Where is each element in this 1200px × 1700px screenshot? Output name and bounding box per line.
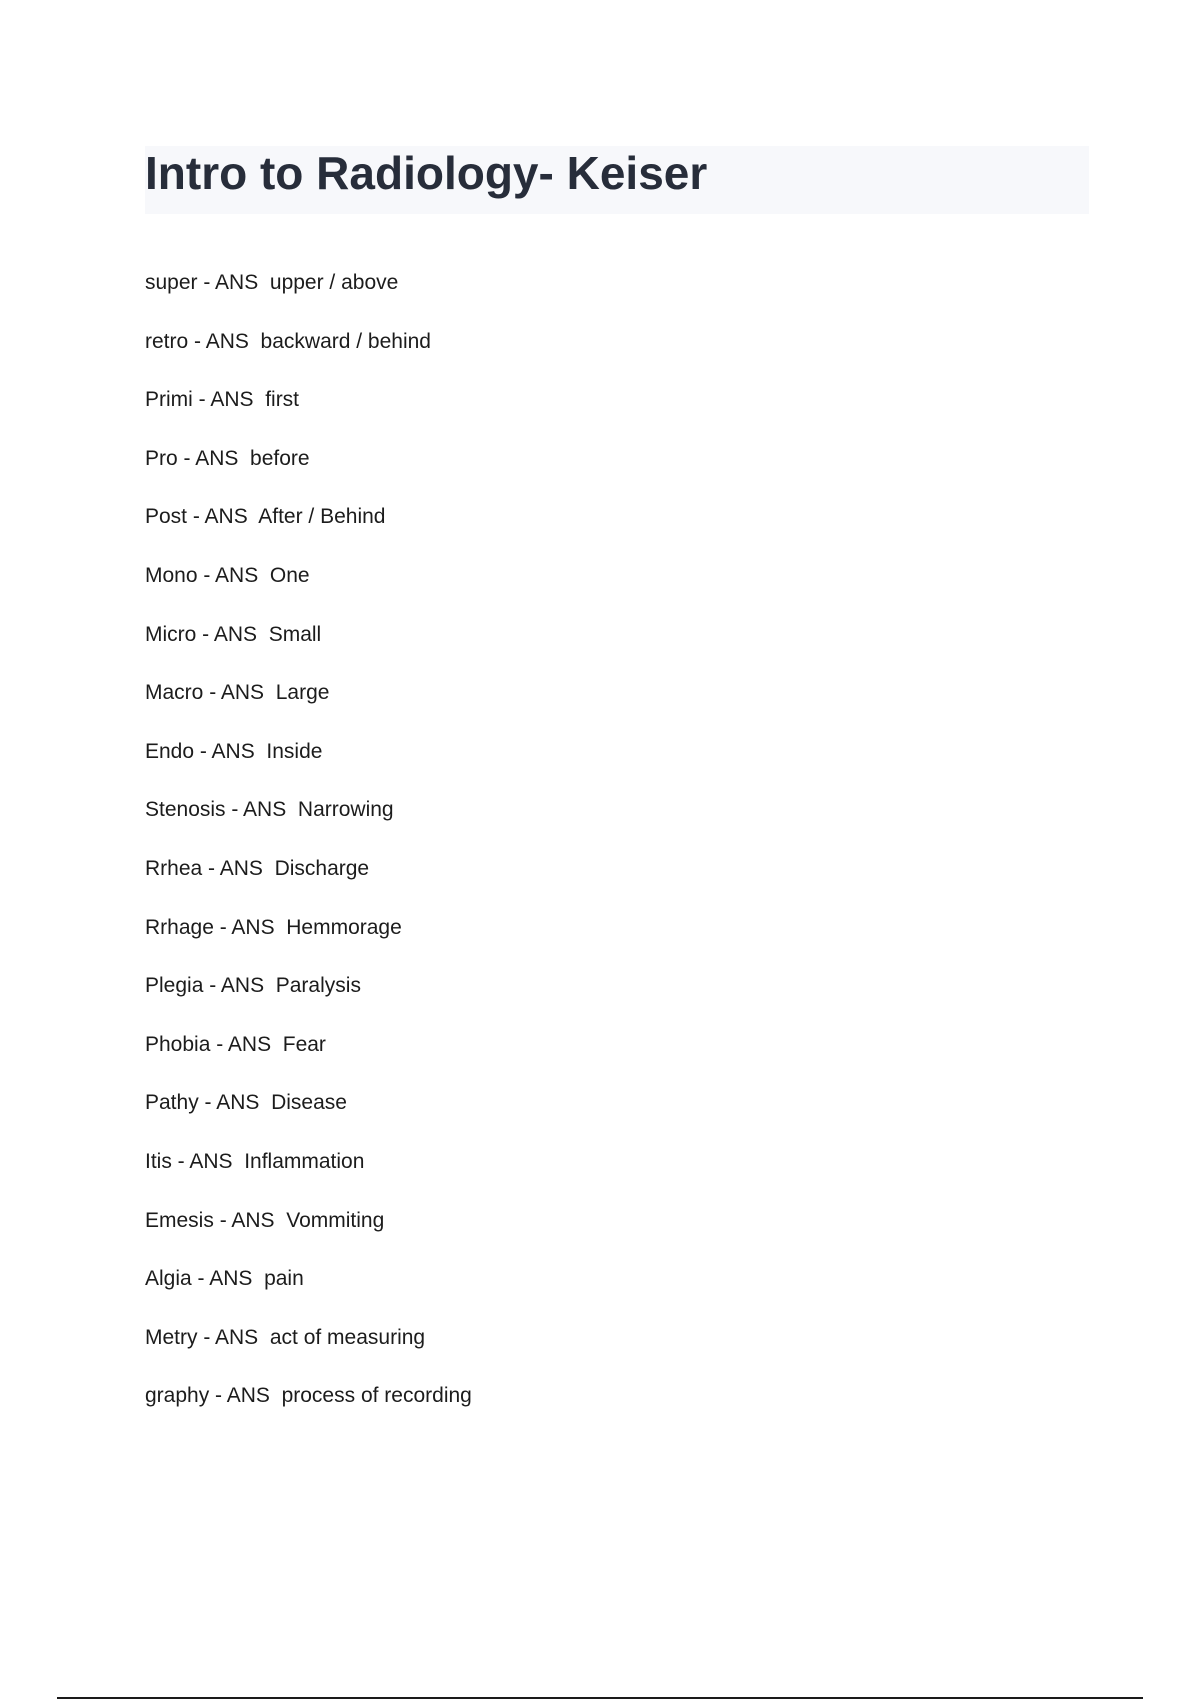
term: Stenosis	[145, 798, 226, 822]
answer-separator: - ANS	[225, 798, 298, 822]
footer-rule	[57, 1697, 1143, 1699]
term: Macro	[145, 681, 204, 705]
list-item	[145, 911, 1045, 970]
term: Post	[145, 505, 188, 529]
answer: Discharge	[274, 856, 370, 880]
term: Pathy	[145, 1091, 199, 1115]
answer-separator: - ANS	[177, 446, 251, 470]
title-band	[145, 146, 1089, 214]
list-item	[145, 1028, 1045, 1087]
list-item	[145, 266, 1045, 325]
answer-separator: - ANS	[202, 856, 275, 880]
answer: Fear	[282, 1032, 326, 1056]
answer-separator: - ANS	[213, 1208, 287, 1232]
answer-separator: - ANS	[196, 622, 269, 646]
list-item	[145, 325, 1045, 384]
answer-separator: - ANS	[210, 1032, 283, 1056]
term: Algia	[145, 1267, 192, 1291]
answer-separator: - ANS	[197, 1325, 270, 1349]
answer: Small	[268, 622, 322, 646]
answer: Vommiting	[286, 1208, 385, 1232]
term: Primi	[145, 388, 193, 412]
term: Rrhage	[145, 915, 214, 939]
list-item	[145, 1145, 1045, 1204]
term: Rrhea	[145, 856, 203, 880]
answer-separator: - ANS	[198, 1091, 272, 1115]
term: Endo	[145, 739, 195, 763]
term: Phobia	[145, 1032, 211, 1056]
term: Metry	[145, 1325, 198, 1349]
answer: Inflammation	[244, 1149, 365, 1173]
answer-separator: - ANS	[188, 329, 261, 353]
list-item	[145, 1262, 1045, 1321]
list-item	[145, 1204, 1045, 1263]
answer: act of measuring	[269, 1325, 426, 1349]
term: super	[145, 271, 198, 294]
list-item	[145, 559, 1045, 618]
term: graphy	[145, 1384, 210, 1408]
answer-separator: - ANS	[209, 1384, 282, 1408]
list-item	[145, 1321, 1045, 1380]
list-item	[145, 852, 1045, 911]
answer: Disease	[271, 1091, 347, 1115]
answer-separator: - ANS	[213, 915, 287, 939]
term-list	[145, 266, 1045, 1438]
list-item	[145, 793, 1045, 852]
page-title: Intro to Radiology- Keiser	[145, 147, 708, 199]
answer: Narrowing	[297, 798, 394, 822]
list-item	[145, 1086, 1045, 1145]
answer: Hemmorage	[286, 915, 402, 939]
answer-separator: - ANS	[203, 681, 276, 705]
list-item	[145, 676, 1045, 735]
answer-separator: - ANS	[197, 271, 270, 294]
term: Emesis	[145, 1208, 214, 1232]
list-item	[145, 383, 1045, 442]
term: Mono	[145, 563, 198, 587]
answer: Inside	[266, 739, 323, 763]
list-item	[145, 442, 1045, 501]
list-item	[145, 969, 1045, 1028]
answer: Large	[275, 681, 330, 705]
answer: backward / behind	[260, 329, 431, 353]
answer-separator: - ANS	[194, 739, 267, 763]
answer-separator: - ANS	[191, 1267, 265, 1291]
term: Itis	[145, 1149, 172, 1173]
answer: upper / above	[269, 271, 399, 294]
list-item	[145, 618, 1045, 677]
answer: One	[269, 563, 310, 587]
list-item	[145, 500, 1045, 559]
answer: After / Behind	[258, 505, 386, 529]
answer: Paralysis	[275, 974, 361, 998]
list-item	[145, 735, 1045, 794]
answer: first	[265, 388, 300, 412]
answer-separator: - ANS	[203, 974, 276, 998]
list-item	[145, 1379, 1045, 1438]
term: Plegia	[145, 974, 204, 998]
term: retro	[145, 329, 189, 353]
term: Pro	[145, 446, 178, 470]
term: Micro	[145, 622, 197, 646]
answer-separator: - ANS	[171, 1149, 245, 1173]
answer-separator: - ANS	[192, 388, 266, 412]
answer-separator: - ANS	[187, 505, 259, 529]
answer: before	[250, 446, 310, 470]
answer-separator: - ANS	[197, 563, 270, 587]
answer: process of recording	[281, 1384, 472, 1408]
answer: pain	[264, 1267, 304, 1291]
